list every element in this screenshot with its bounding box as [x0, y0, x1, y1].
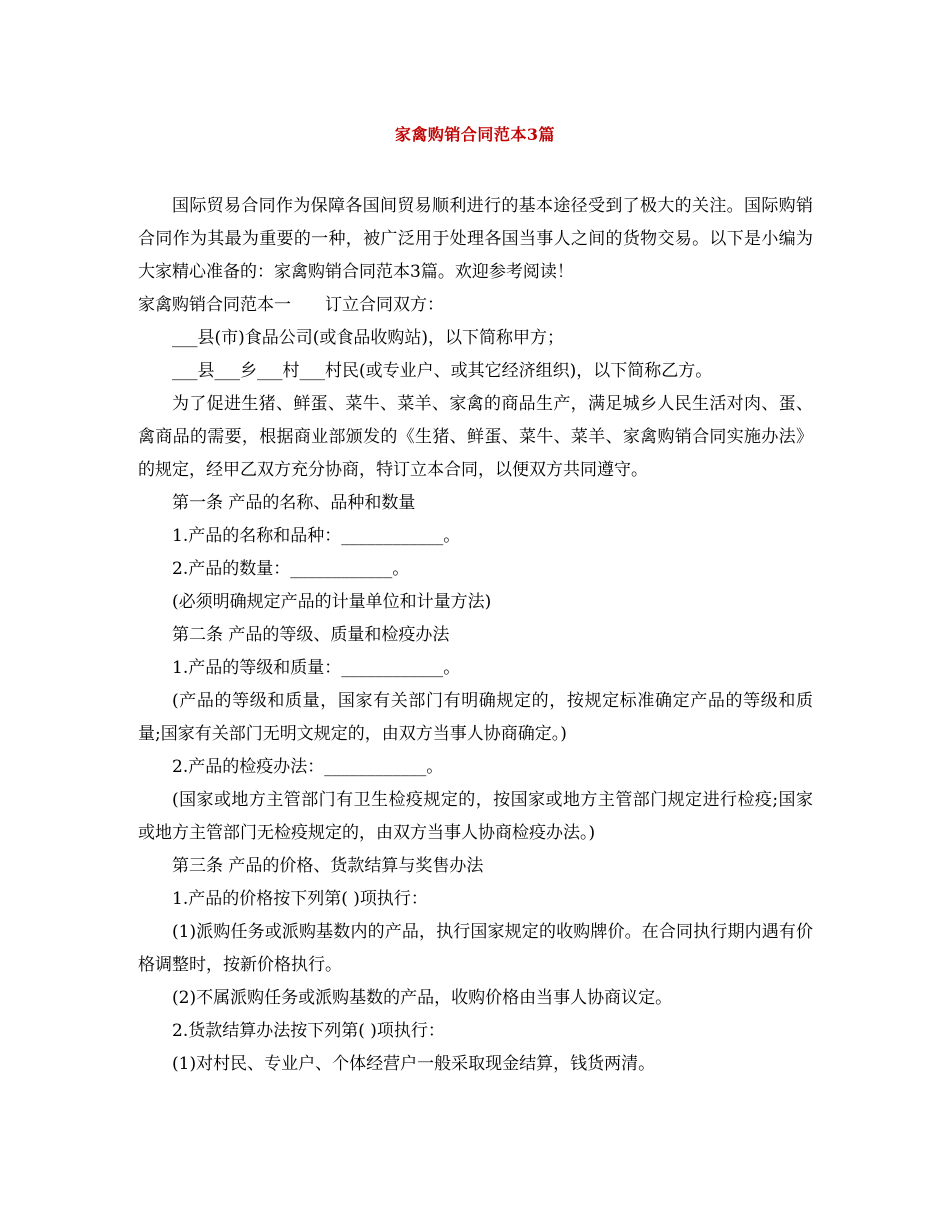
preamble-paragraph: 为了促进生猪、鲜蛋、菜牛、菜羊、家禽的商品生产，满足城乡人民生活对肉、蛋、禽商品的需要，根据商业部颁发的《生猪、鲜蛋、菜牛、菜羊、家禽购销合同实施办法》的规定，经甲乙双方充分协商，特订立本合同，以便双方共同遵守。 — [138, 394, 813, 480]
section-heading-line — [138, 289, 813, 322]
article-3-item-1-option-2: (2)不属派购任务或派购基数的产品，收购价格由当事人协商议定。 — [172, 988, 673, 1008]
article-1-item-2: 2.产品的数量：____________。 — [172, 559, 410, 579]
article-3-item-1-option-1: (1)派购任务或派购基数内的产品，执行国家规定的收购牌价。在合同执行期内遇有价格调整时，按新价格执行。 — [138, 922, 813, 975]
section-heading: 家禽购销合同范本一 — [138, 295, 291, 315]
party-a-line: ___县(市)食品公司(或食品收购站)，以下简称甲方； — [172, 328, 565, 348]
article-2-note-2: (国家或地方主管部门有卫生检疫规定的，按国家或地方主管部门规定进行检疫;国家或地方主管部门无检疫规定的，由双方当事人协商检疫办法。) — [138, 790, 813, 843]
article-3-item-2: 2.货款结算办法按下列第( )项执行： — [172, 1021, 445, 1041]
article-3-item-1: 1.产品的价格按下列第( )项执行： — [172, 889, 428, 909]
document-title: 家禽购销合同范本3篇 — [394, 125, 556, 144]
article-1-title: 第一条 产品的名称、品种和数量 — [172, 493, 416, 513]
article-2-title: 第二条 产品的等级、质量和检疫办法 — [172, 625, 450, 645]
article-3-title: 第三条 产品的价格、货款结算与奖售办法 — [172, 856, 484, 876]
document-body — [138, 190, 813, 1081]
article-2-item-2: 2.产品的检疫办法：____________。 — [172, 757, 444, 777]
parties-label: 订立合同双方： — [325, 295, 444, 315]
party-b-line: ___县___乡___村___村民(或专业户、或其它经济组织)，以下简称乙方。 — [172, 361, 713, 381]
article-2-note-1: (产品的等级和质量，国家有关部门有明确规定的，按规定标准确定产品的等级和质量;国家有关部门无明文规定的，由双方当事人协商确定。) — [138, 691, 813, 744]
article-1-item-1: 1.产品的名称和品种：____________。 — [172, 526, 461, 546]
article-3-item-2-option-1: (1)对村民、专业户、个体经营户一般采取现金结算，钱货两清。 — [172, 1054, 656, 1074]
intro-paragraph: 国际贸易合同作为保障各国间贸易顺利进行的基本途径受到了极大的关注。国际购销合同作为其最为重要的一种，被广泛用于处理各国当事人之间的货物交易。以下是小编为大家精心准备的：家禽购销合同范本3篇。欢迎参考阅读！ — [138, 196, 813, 282]
article-1-note: (必须明确规定产品的计量单位和计量方法) — [172, 592, 492, 612]
article-2-item-1: 1.产品的等级和质量：____________。 — [172, 658, 461, 678]
